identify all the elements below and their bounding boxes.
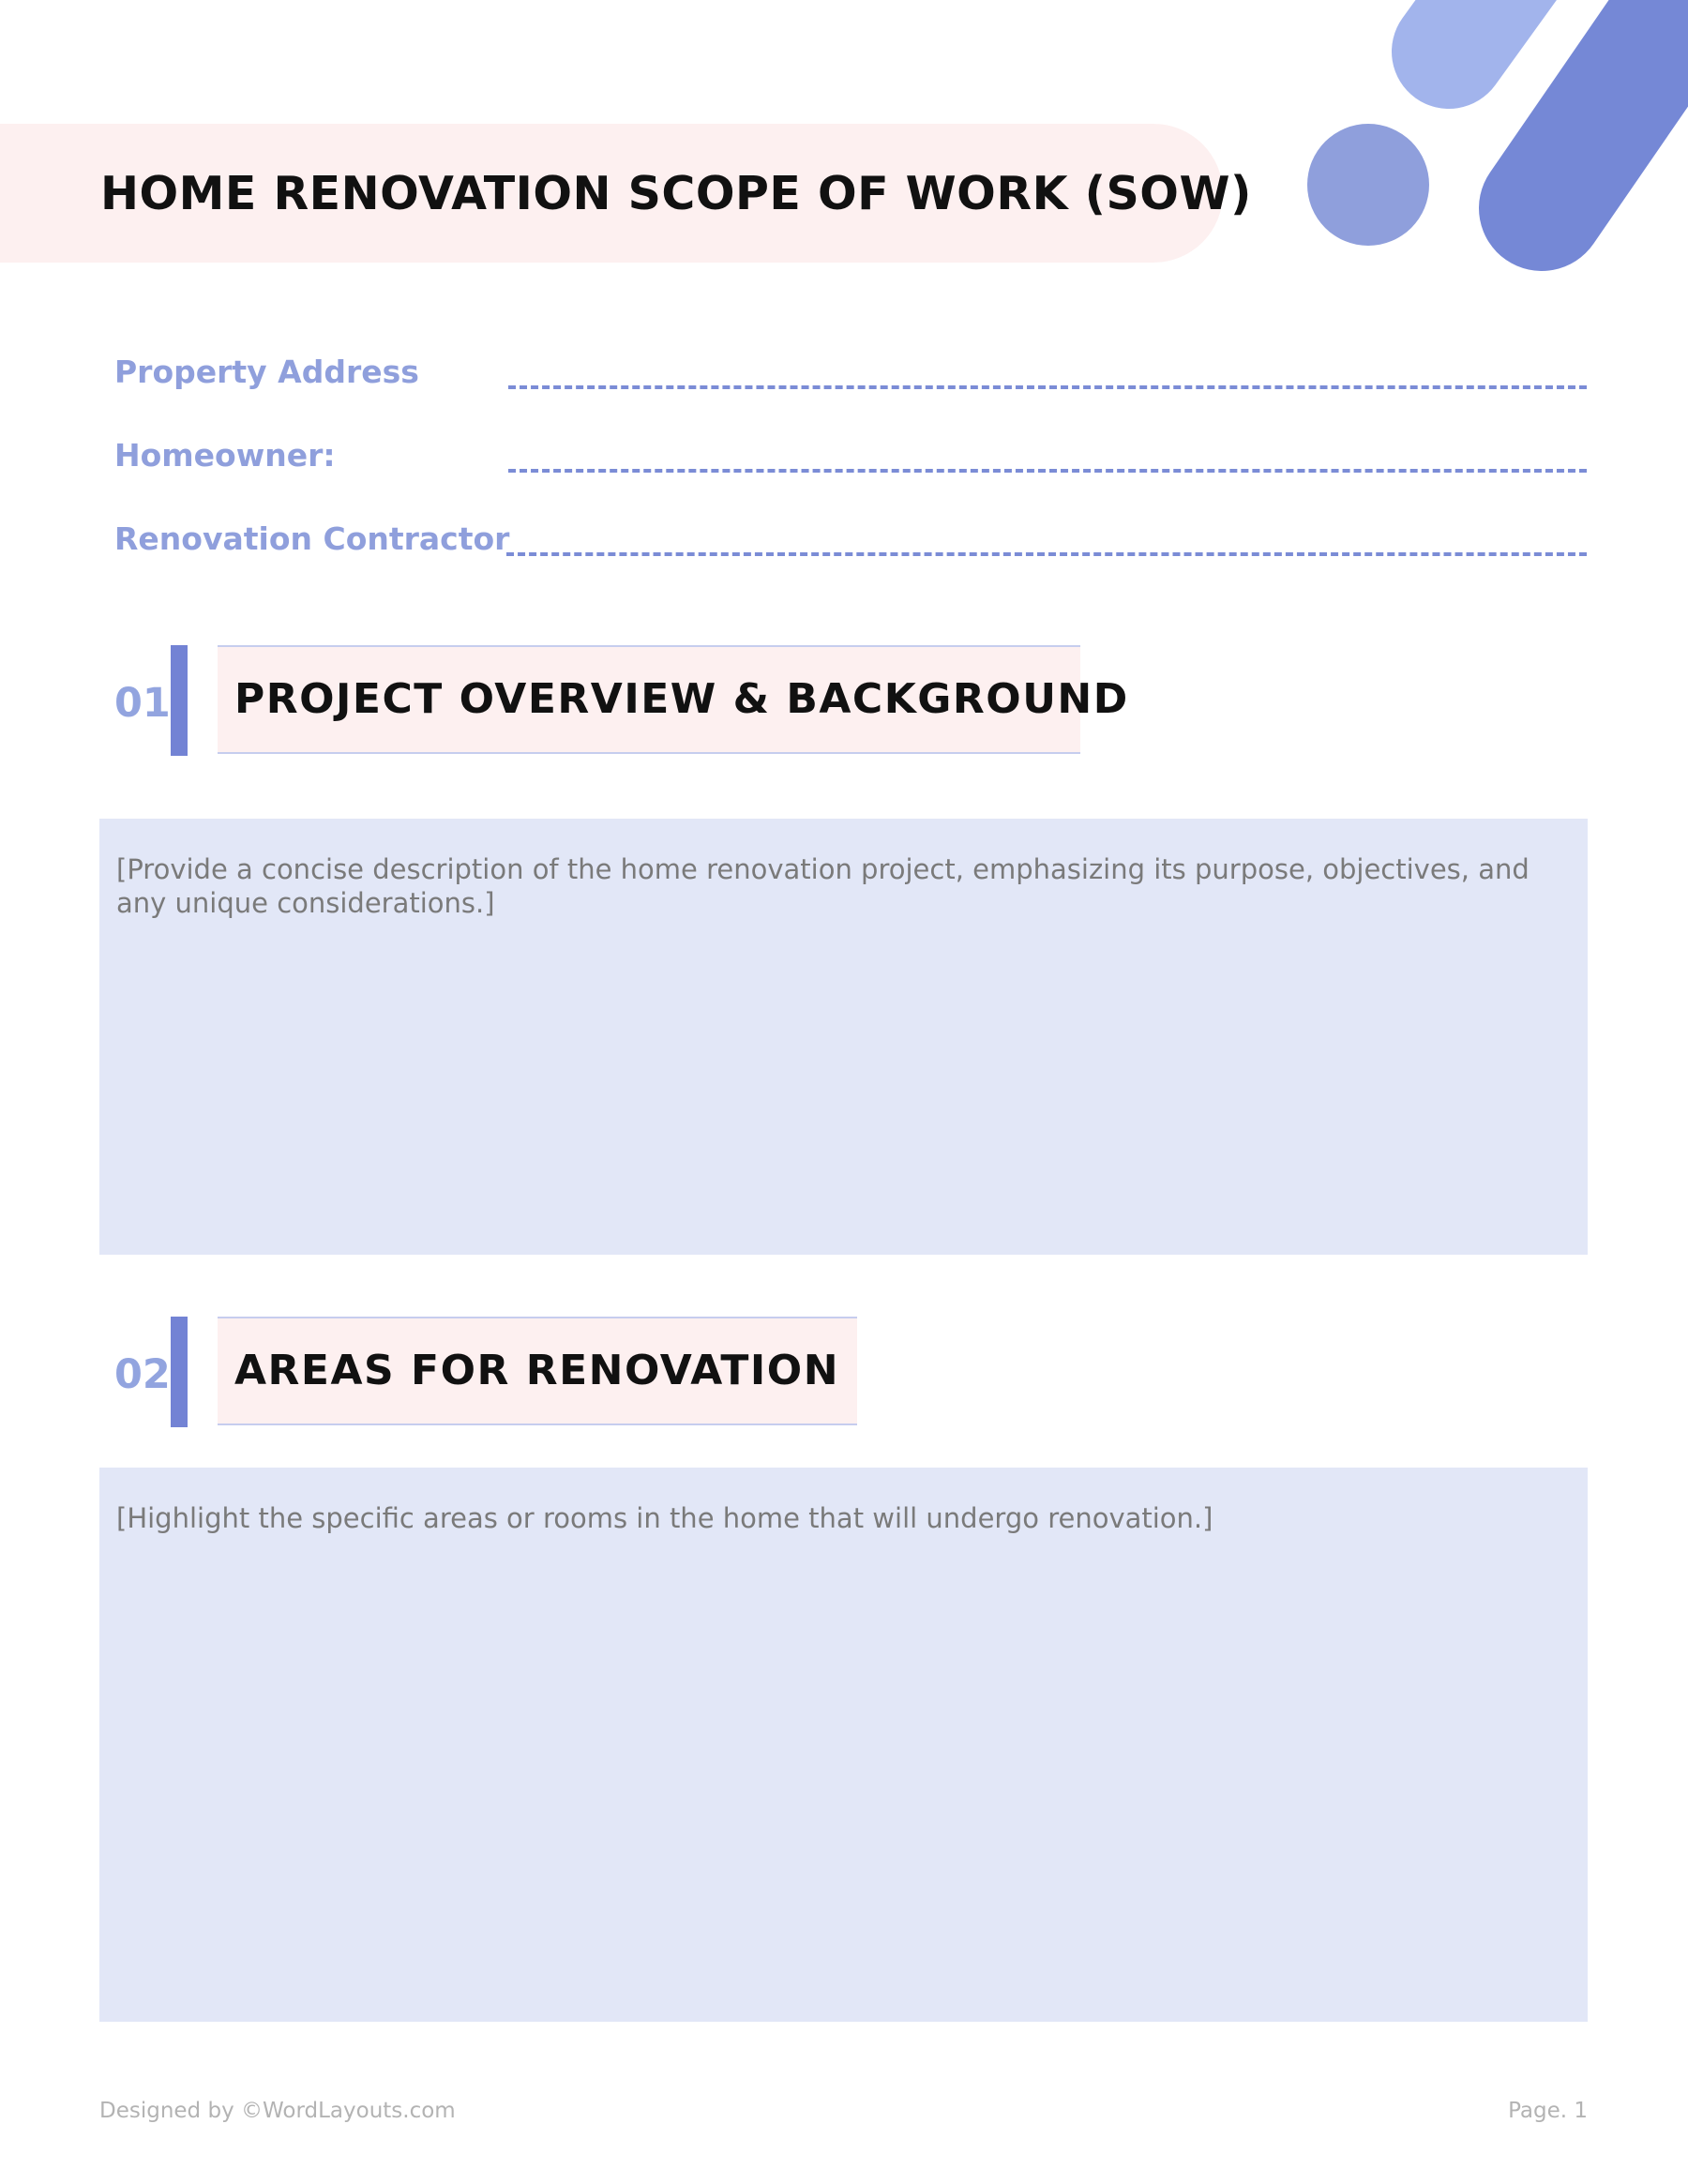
decor-dark-pill	[1542, 9, 1679, 208]
section-accent-bar	[171, 1317, 188, 1427]
overview-placeholder-text: [Provide a concise description of the home renovation project, emphasizing its purpose, objectives, and any unique considerations.]	[116, 853, 1530, 919]
section-header-areas	[218, 1317, 857, 1425]
property-address-input-line[interactable]	[508, 385, 1587, 389]
areas-content-box[interactable]	[99, 1468, 1588, 2022]
section-accent-bar	[171, 645, 188, 756]
decor-circle	[1307, 124, 1429, 246]
document-title: HOME RENOVATION SCOPE OF WORK (SOW)	[100, 167, 1252, 220]
homeowner-input-line[interactable]	[508, 469, 1587, 473]
overview-content-box[interactable]	[99, 819, 1588, 1255]
field-label: Property Address	[114, 354, 419, 390]
section-header-overview	[218, 645, 1129, 754]
field-homeowner	[114, 432, 1587, 489]
field-label: Homeowner:	[114, 437, 336, 474]
field-property-address	[114, 349, 1587, 405]
footer-credit: Designed by ©WordLayouts.com	[99, 2099, 456, 2123]
field-label: Renovation Contractor	[114, 520, 510, 557]
section-number: 02	[114, 1351, 171, 1398]
section-title: PROJECT OVERVIEW & BACKGROUND	[234, 675, 1129, 723]
renovation-contractor-input-line[interactable]	[506, 552, 1587, 556]
footer-page-number: Page. 1	[1508, 2099, 1588, 2123]
section-title: AREAS FOR RENOVATION	[234, 1347, 840, 1394]
section-number: 01	[114, 680, 171, 727]
areas-placeholder-text: [Highlight the specific areas or rooms in the home that will undergo renovation.]	[116, 1502, 1213, 1534]
field-renovation-contractor	[114, 516, 1587, 572]
